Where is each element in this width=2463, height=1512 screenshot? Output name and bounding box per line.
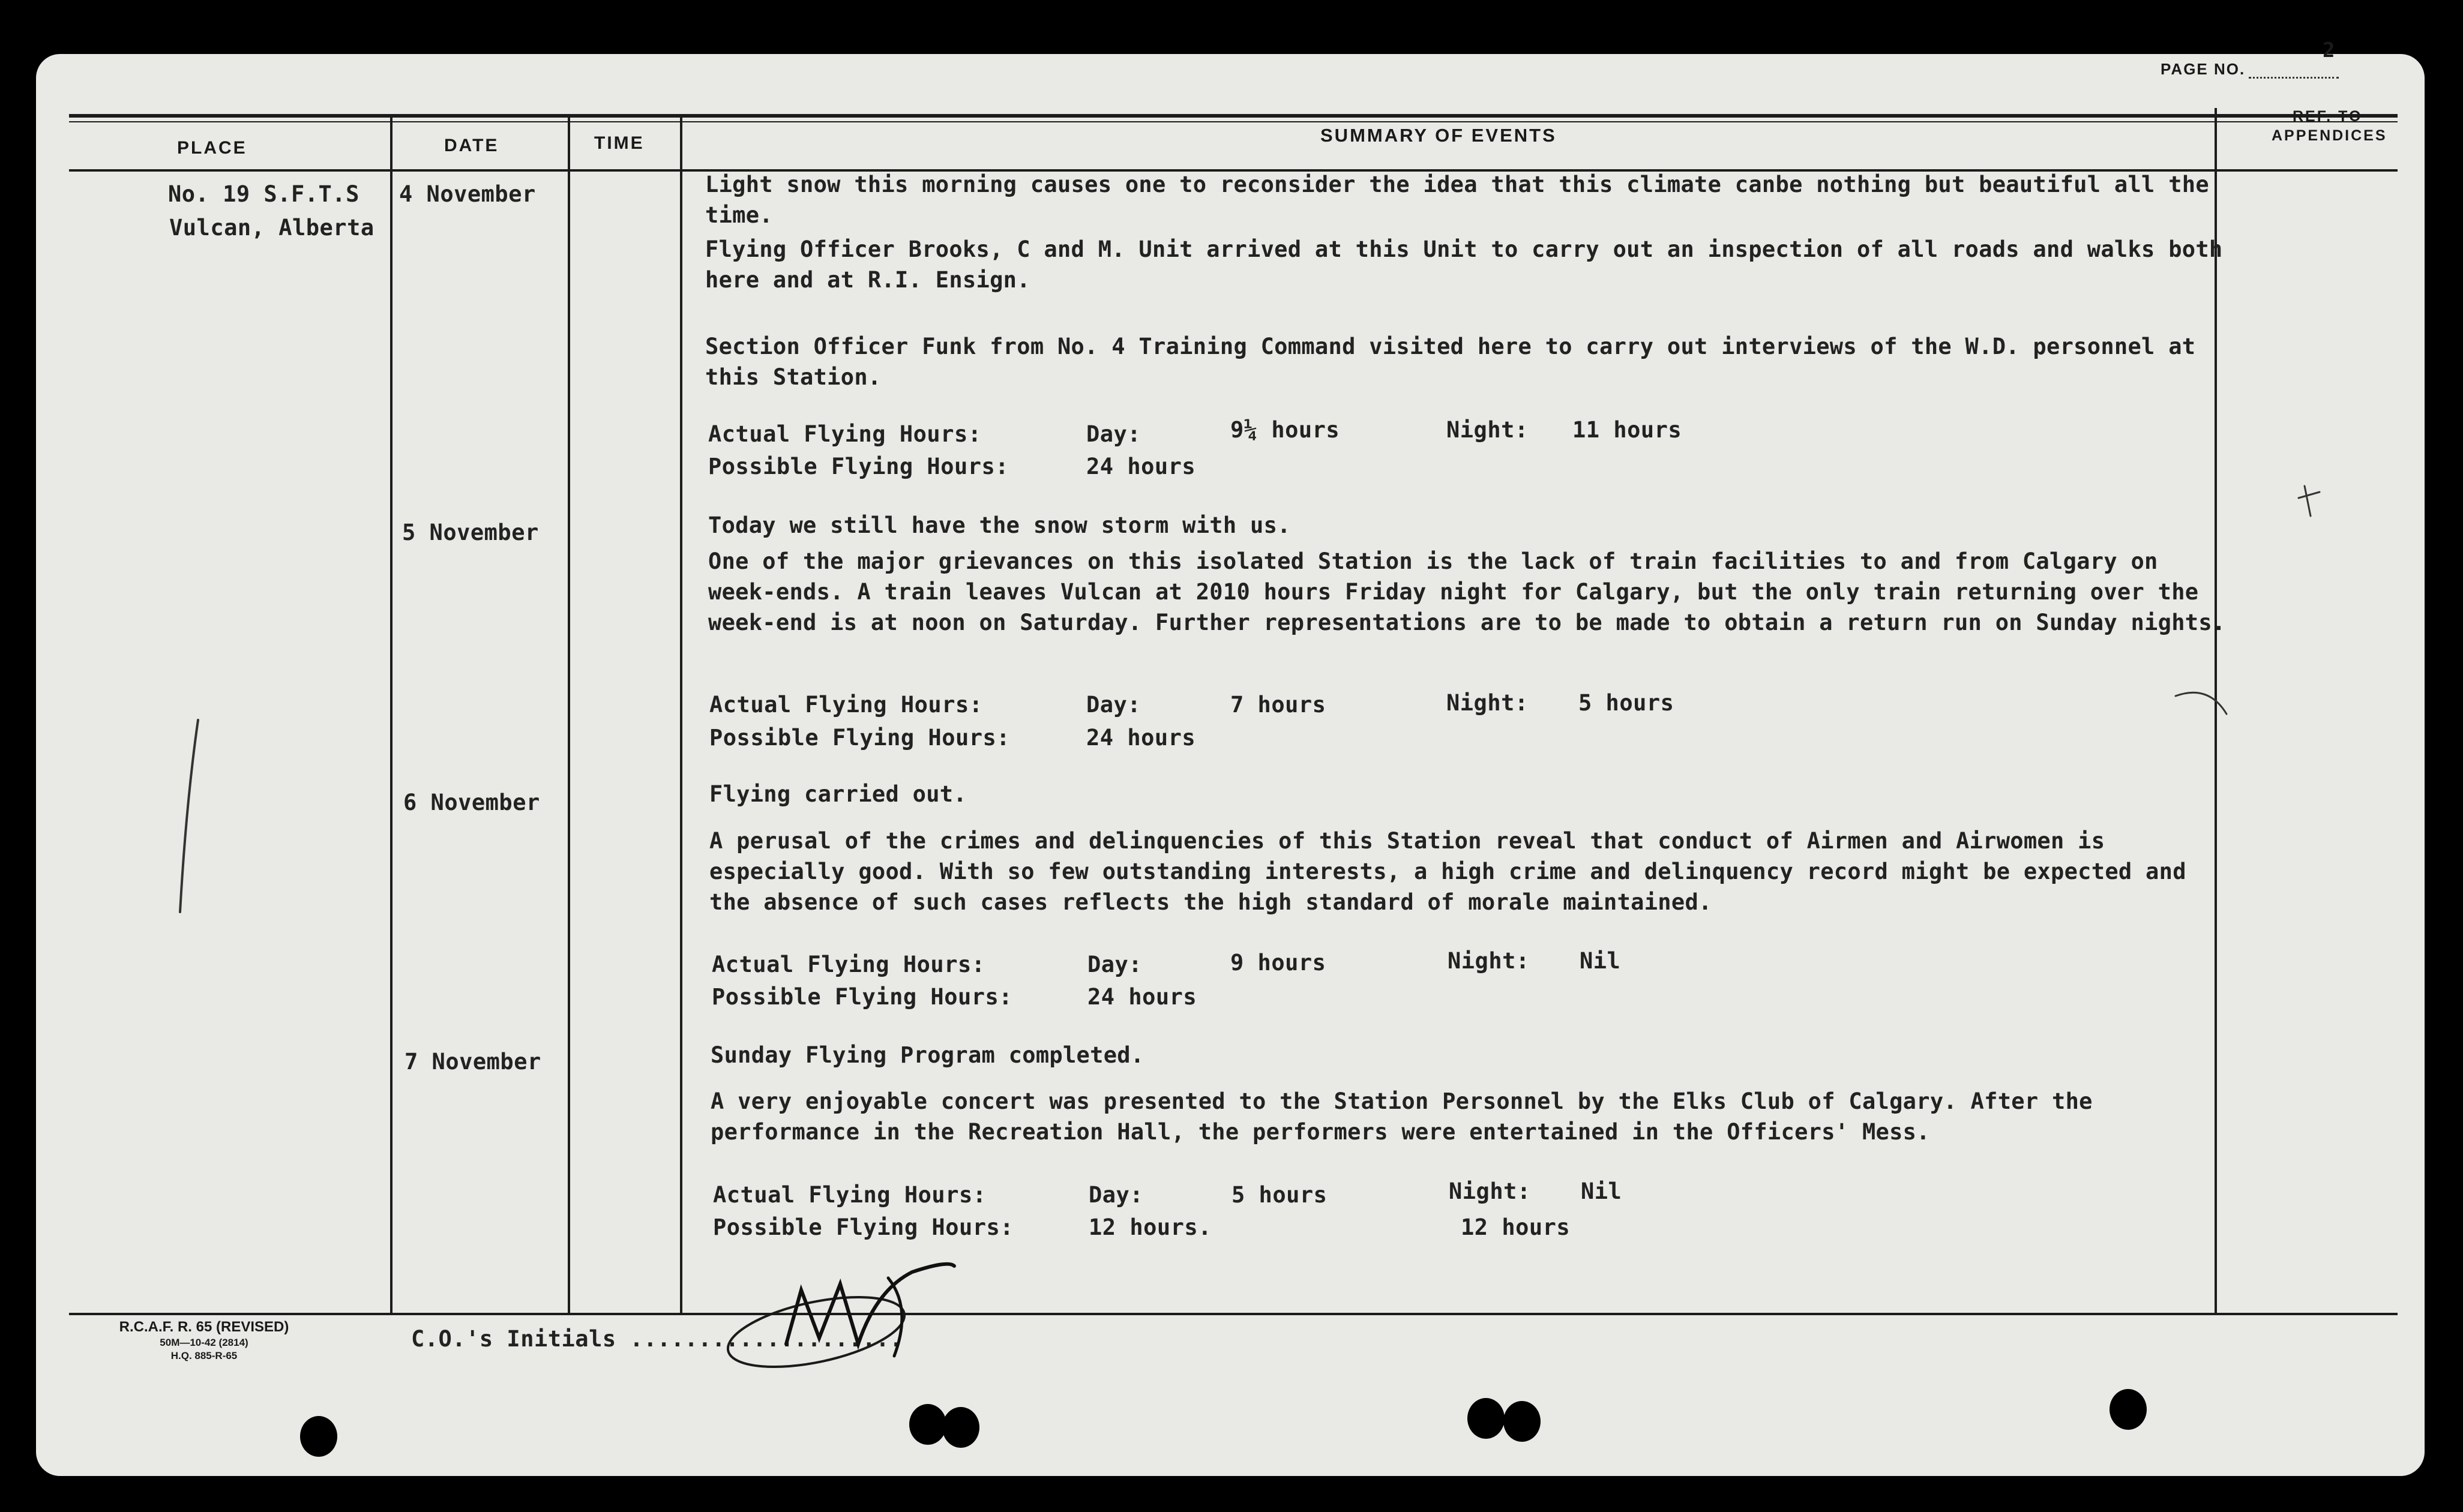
column-header-ref-line1: REF. TO (2293, 108, 2363, 125)
column-header-time: TIME (594, 133, 645, 153)
entry-paragraph: One of the major grievances on this isolated Station is the lack of train facilities to and from Calgary on week-ends. A train leaves Vulcan at 2010 hours Friday night for Calgary, but the only train returning over the week-end is at noon on Saturday. Further representations are to be made to obtain a return run on Sunday nights. (708, 548, 2226, 635)
header-top-rule-thick (69, 114, 2398, 118)
actual-hours-label: Actual Flying Hours: (712, 952, 985, 977)
column-rule-place-date (390, 114, 392, 1314)
entry-paragraph: Flying carried out. (709, 781, 967, 807)
margin-curve-mark (2173, 684, 2233, 720)
form-hq-code: H.Q. 885-R-65 (170, 1350, 238, 1361)
form-number: R.C.A.F. R. 65 (REVISED) (119, 1319, 289, 1335)
possible-day-hours: 12 hours. (1089, 1214, 1212, 1240)
co-initials-line: C.O.'s Initials .................... (411, 1326, 903, 1352)
column-header-place: PLACE (177, 138, 247, 158)
column-header-summary: SUMMARY OF EVENTS (1320, 125, 1557, 146)
punch-hole (1503, 1401, 1541, 1442)
column-header-ref-line2: APPENDICES (2272, 127, 2387, 144)
entry-paragraph: Today we still have the snow storm with us. (708, 512, 1291, 538)
column-rule-time-summary (680, 114, 682, 1314)
actual-hours-label: Actual Flying Hours: (713, 1182, 987, 1208)
day-label: Day: (1087, 952, 1143, 977)
entry-paragraph: Light snow this morning causes one to reconsider the idea that this climate canbe nothing but beautiful all the time. (705, 172, 2209, 228)
possible-hours-label: Possible Flying Hours: (712, 984, 1013, 1010)
actual-night-hours: Nil (1580, 948, 1621, 974)
entry-paragraph: A very enjoyable concert was presented to the Station Personnel by the Elks Club of Calgary. After the performance in the Recreation Hall, the performers were entertained in the Officers' Mess. (711, 1088, 2093, 1145)
entry-paragraph: A perusal of the crimes and delinquencies of this Station reveal that conduct of Airmen and Airwomen is especially good. With so few outstanding interests, a high crime and delinquency record might be expected and the absence of such cases reflects the high standard of morale maintained. (709, 828, 2186, 915)
possible-day-hours: 24 hours (1087, 984, 1197, 1010)
entry-date: 6 November (403, 790, 540, 815)
page-number-dots (2249, 65, 2339, 79)
day-label: Day: (1089, 1182, 1144, 1208)
column-header-date: DATE (444, 136, 499, 155)
actual-day-hours: 5 hours (1232, 1182, 1328, 1208)
possible-hours-label: Possible Flying Hours: (708, 454, 1009, 479)
possible-day-hours: 24 hours (1086, 454, 1196, 479)
actual-hours-label: Actual Flying Hours: (709, 692, 983, 718)
actual-night-hours: Nil (1581, 1178, 1622, 1204)
entry-paragraph: Section Officer Funk from No. 4 Training Command visited here to carry out interviews of the W.D. personnel at this Station. (705, 334, 2196, 390)
header-top-rule-thin (69, 121, 2398, 122)
night-label: Night: (1446, 690, 1529, 716)
punch-hole (909, 1404, 946, 1445)
entry-paragraph: Sunday Flying Program completed. (711, 1042, 1144, 1068)
column-rule-date-time (568, 114, 570, 1314)
entry-date: 5 November (402, 520, 539, 545)
margin-tick-mark (2293, 480, 2329, 528)
page-number-label: PAGE NO. (2161, 60, 2246, 78)
possible-hours-label: Possible Flying Hours: (713, 1214, 1014, 1240)
form-print-run: 50M—10-42 (2814) (160, 1337, 248, 1348)
actual-day-hours: 9¼ hours (1230, 417, 1340, 443)
punch-hole (300, 1416, 337, 1457)
punch-hole (942, 1407, 979, 1448)
punch-hole (1467, 1398, 1505, 1439)
entry-date: 7 November (404, 1049, 541, 1075)
actual-hours-label: Actual Flying Hours: (708, 421, 982, 447)
night-label: Night: (1448, 948, 1530, 974)
day-label: Day: (1086, 421, 1141, 447)
possible-night-hours: 12 hours (1461, 1214, 1571, 1240)
day-label: Day: (1086, 692, 1141, 718)
night-label: Night: (1449, 1178, 1531, 1204)
entry-paragraph: Flying Officer Brooks, C and M. Unit arrived at this Unit to carry out an inspection of all roads and walks both here and at R.I. Ensign. (705, 236, 2223, 293)
margin-pencil-mark (168, 714, 216, 930)
actual-day-hours: 7 hours (1230, 692, 1326, 718)
actual-night-hours: 11 hours (1572, 417, 1682, 443)
possible-hours-label: Possible Flying Hours: (709, 725, 1011, 751)
actual-day-hours: 9 hours (1230, 950, 1326, 976)
night-label: Night: (1446, 417, 1529, 443)
punch-hole (2110, 1389, 2147, 1430)
co-initials-signature (696, 1254, 1008, 1374)
war-diary-card (36, 38, 2425, 1476)
actual-night-hours: 5 hours (1578, 690, 1674, 716)
table-bottom-rule (69, 1313, 2398, 1315)
page-number-field (2161, 38, 2339, 79)
page-number-value: 2 (2323, 38, 2336, 62)
place-unit: No. 19 S.F.T.S (168, 181, 359, 207)
entry-date: 4 November (399, 181, 536, 207)
possible-day-hours: 24 hours (1086, 725, 1196, 751)
place-location: Vulcan, Alberta (169, 215, 374, 241)
